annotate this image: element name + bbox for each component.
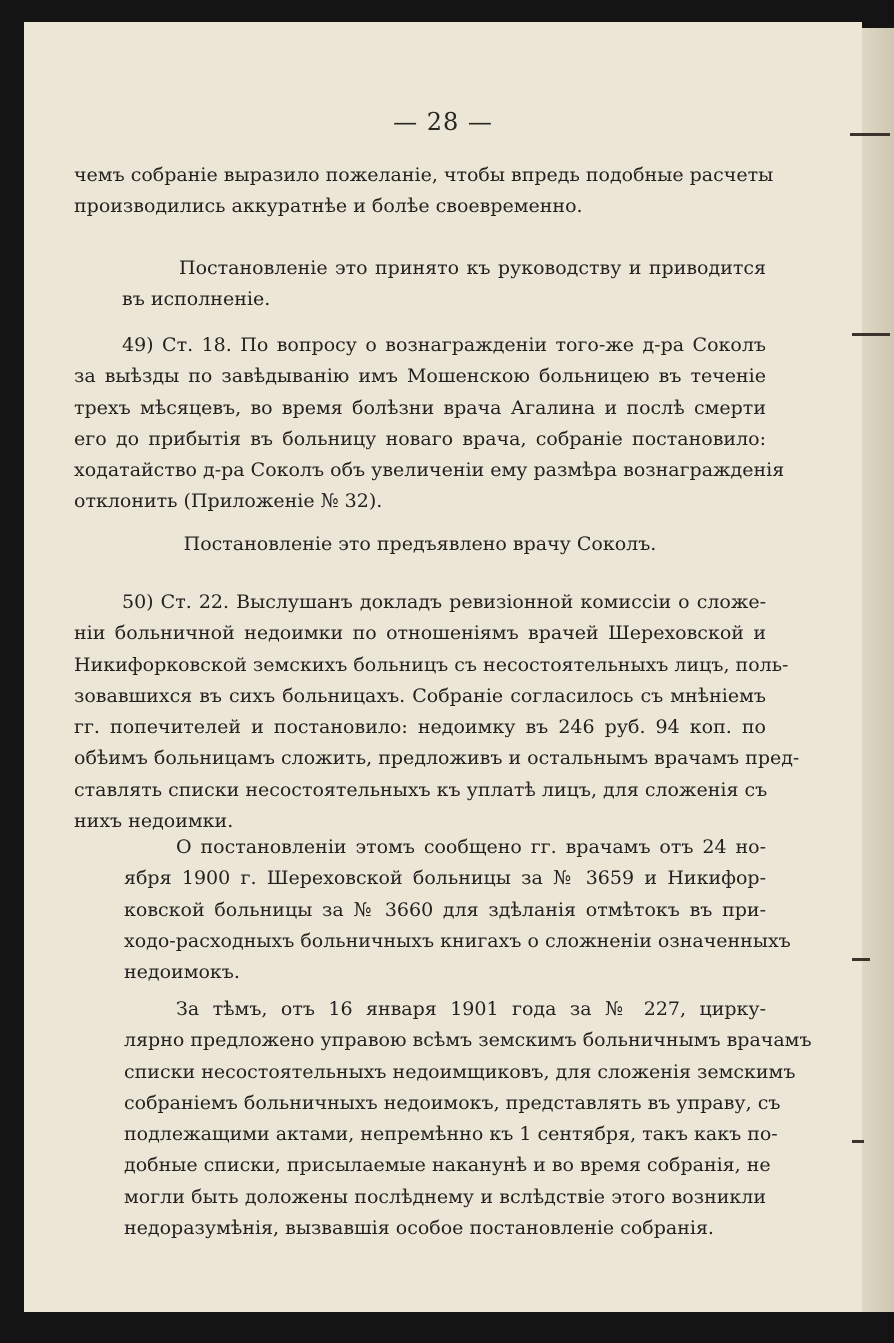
text-line: гг. попечителей и постановило: недоимку въ 246 руб. 94 коп. по (74, 716, 766, 739)
text-line: ходатайство д-ра Соколъ объ увеличеніи ему размѣра вознагражденія (74, 459, 785, 482)
text-line: недоимокъ. (124, 961, 240, 984)
text-line: производились аккуратнѣе и болѣе своевременно. (74, 195, 583, 218)
text-line: 50) Ст. 22. Выслушанъ докладъ ревизіонной комиссіи о сложе- (122, 591, 766, 613)
text-line: собраніемъ больничныхъ недоимокъ, представлять въ управу, съ (124, 1091, 781, 1114)
paragraph-continuation (74, 160, 774, 223)
paragraph-resolution-accepted (74, 253, 766, 316)
text-line: добные списки, присылаемые наканунѣ и во время собранія, не (124, 1154, 771, 1177)
text-line: ніи больничной недоимки по отношеніямъ врачей Шереховской и (74, 622, 766, 645)
page-edge-mark (852, 958, 870, 961)
paragraph-notification (124, 832, 791, 988)
text-line: зовавшихся въ сихъ больницахъ. Собраніе согласилось съ мнѣніемъ (74, 684, 766, 707)
text-line: недоразумѣнія, вызвавшія особое постановленіе собранія. (124, 1217, 714, 1240)
text-line: ковской больницы за № 3660 для здѣланія отмѣтокъ въ при- (124, 898, 766, 921)
text-line: его до прибытія въ больницу новаго врача, собраніе постановило: (74, 427, 766, 450)
text-line: трехъ мѣсяцевъ, во время болѣзни врача Агалина и послѣ смерти (74, 396, 766, 419)
text-line: нихъ недоимки. (74, 810, 234, 833)
paragraph-circular (124, 994, 812, 1244)
text-line: лярно предложено управою всѣмъ земскимъ больничнымъ врачамъ (124, 1029, 812, 1052)
paragraph-item-50 (74, 587, 800, 837)
text-line: могли быть доложены послѣднему и вслѣдствіе этого возникли (124, 1185, 766, 1208)
text-line: ставлять списки несостоятельныхъ къ уплатѣ лицъ, для сложенія съ (74, 778, 768, 801)
text-line: Никифорковской земскихъ больницъ съ несостоятельныхъ лицъ, поль- (74, 653, 789, 676)
text-line: ходо-расходныхъ больничныхъ книгахъ о сложненіи означенныхъ (124, 929, 791, 952)
text-line: подлежащими актами, непремѣнно къ 1 сентября, такъ какъ по- (124, 1123, 778, 1146)
text-line: За тѣмъ, отъ 16 января 1901 года за № 227, цирку- (176, 998, 766, 1020)
text-line: чемъ собраніе выразило пожеланіе, чтобы впредь подобные расчеты (74, 164, 774, 186)
page-edge-mark (852, 1140, 864, 1143)
text-line: 49) Ст. 18. По вопросу о вознагражденіи того-же д-ра Соколъ (122, 334, 766, 356)
text-line: Постановленіе это предъявлено врачу Соколъ. (183, 533, 657, 555)
text-line: за выѣзды по завѣдыванію имъ Мошенскою больницею въ теченіе (74, 365, 766, 388)
paragraph-resolution-presented (74, 529, 766, 560)
next-page-edge (862, 28, 894, 1312)
text-line: списки несостоятельныхъ недоимщиковъ, для сложенія земскимъ (124, 1060, 796, 1083)
text-line: ября 1900 г. Шереховской больницы за № 3659 и Никифор- (124, 867, 766, 890)
text-line: Постановленіе это принято къ руководству и приводится (179, 257, 766, 279)
paragraph-item-49 (74, 330, 785, 518)
text-line: О постановленіи этомъ сообщено гг. врачамъ отъ 24 но- (176, 836, 766, 858)
page-edge-mark (852, 333, 890, 336)
text-line: въ исполненіе. (122, 288, 271, 311)
text-line: отклонить (Приложеніе № 32). (74, 490, 383, 513)
text-line: обѣимъ больницамъ сложить, предложивъ и остальнымъ врачамъ пред- (74, 747, 800, 770)
page-number: — 28 — (393, 108, 493, 136)
